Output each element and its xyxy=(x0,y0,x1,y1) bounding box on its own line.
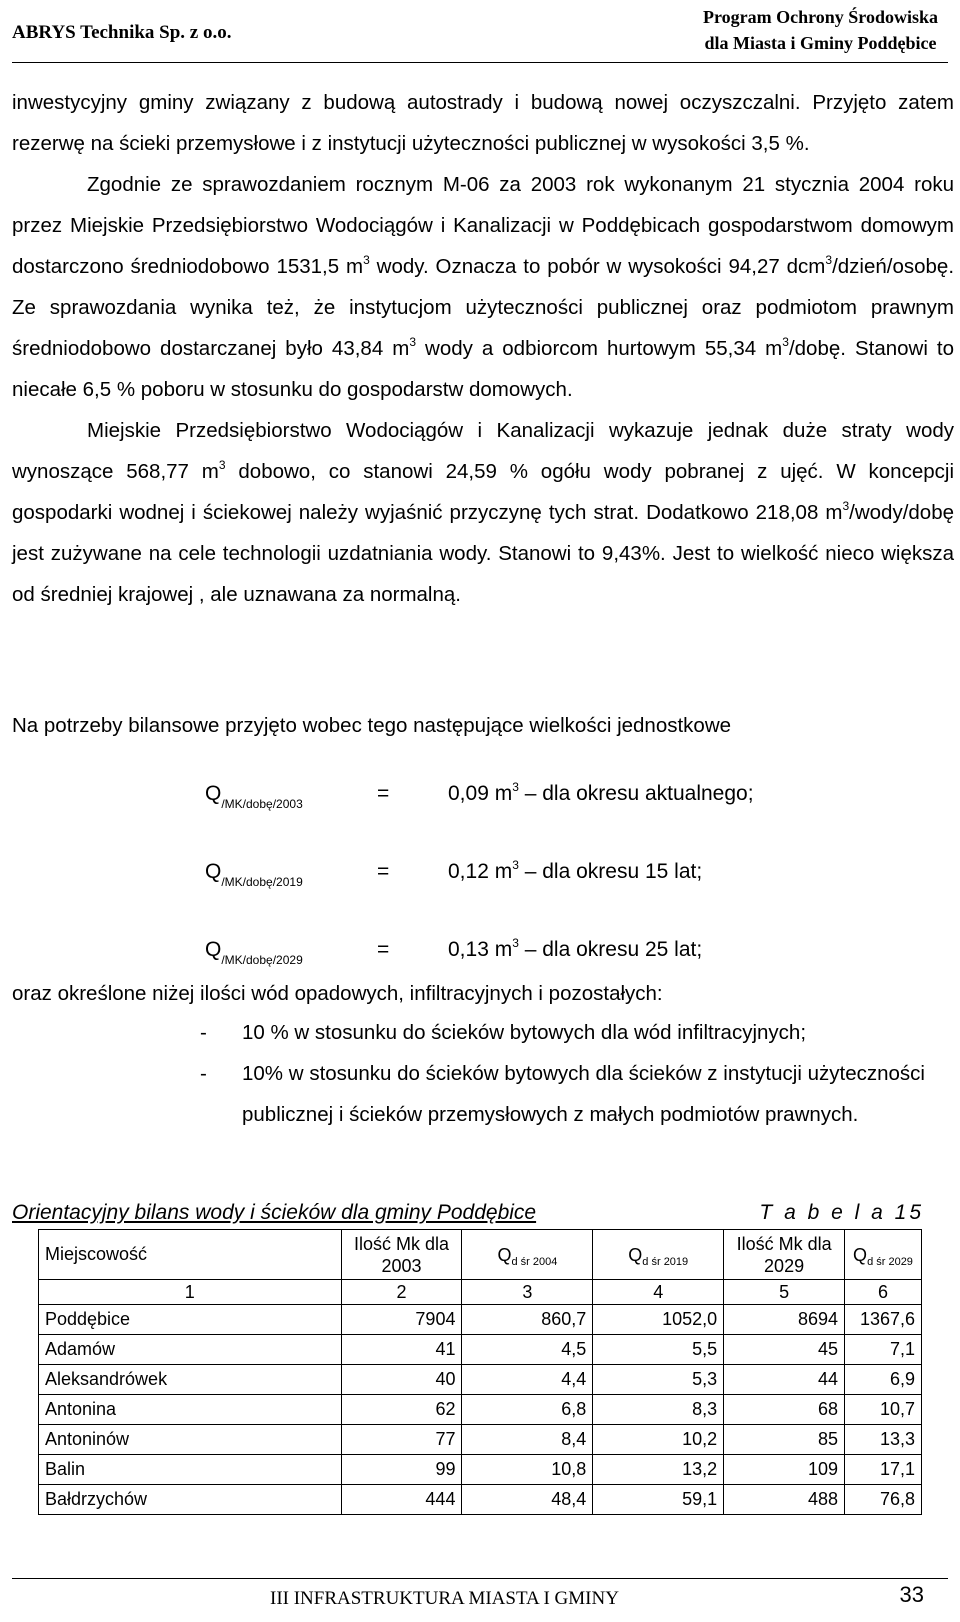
list-item: - 10 % w stosunku do ścieków bytowych dla wód infiltracyjnych; xyxy=(200,1021,807,1044)
column-header-q-2004: $Q_{d śr 2004}$ xyxy=(462,1230,593,1280)
table-title: Orientacyjny bilans wody i ścieków dla gminy Poddębice xyxy=(12,1201,537,1224)
footer-divider xyxy=(12,1578,948,1579)
formula-equals: = xyxy=(377,860,390,883)
table-row: Antonina 62 6,8 8,3 68 10,7 xyxy=(39,1395,922,1425)
formula-value: 0,09 $m^3$ – dla okresu aktualnego; xyxy=(448,780,754,805)
header-divider xyxy=(12,62,948,63)
paragraph-4: Na potrzeby bilansowe przyjęto wobec tego następujące wielkości jednostkowe xyxy=(12,714,732,737)
table-row: Bałdrzychów 444 48,4 59,1 488 76,8 xyxy=(39,1485,922,1515)
main-text xyxy=(12,82,954,615)
program-title xyxy=(703,4,938,56)
formula-symbol: $Q_{/MK/dobę/2019}$ xyxy=(205,860,303,889)
paragraph-3: Miejskie Przedsiębiorstwo Wodociągów i Kanalizacji wykazuje jednak duże straty wody wynoszące 568,77 $m^3$ dobowo, co stanowi 24,59 % ogółu wody pobranej z ujęć. W koncepcji gospodarki wodnej i ściekowej należy wyjaśnić przyczynę tych strat. Dodatkowo 218,08 $m^3/wody$/dobę jest zużywane na cele technologii uzdatniania wody. Stanowi to 9,43%. Jest to wielkość nieco większa od średniej krajowej , ale uznawana za normalną. xyxy=(12,419,954,606)
formula-equals: = xyxy=(377,938,390,961)
table-row: Aleksandrówek 40 4,4 5,3 44 6,9 xyxy=(39,1365,922,1395)
table-row: Balin 99 10,8 13,2 109 17,1 xyxy=(39,1455,922,1485)
table-caption xyxy=(12,1201,924,1225)
additional-quantities-intro: oraz określone niżej ilości wód opadowych, infiltracyjnych i pozostałych: xyxy=(12,982,663,1005)
column-header-q-2019: $Q_{d śr 2019}$ xyxy=(593,1230,724,1280)
page-footer xyxy=(0,1582,960,1616)
table-label: T a b e l a 15 xyxy=(759,1201,924,1224)
column-header-mk-2029: Ilość Mk dla 2029 xyxy=(724,1230,845,1280)
paragraph-2: Zgodnie ze sprawozdaniem rocznym M-06 za 2003 rok wykonanym 21 stycznia 2004 roku przez Miejskie Przedsiębiorstwo Wodociągów i Kanalizacji w Poddębicach gospodarstwom domowym dostarczono średniodobowo 1531,5 $m^3$ wody. Oznacza to pobór w wysokości 94,27 dcm$^3$/dzień/osobę. Ze sprawozdania wynika też, że instytucjom użyteczności publicznej oraz podmiotom prawnym średniodobowo dostarczanej było 43,84 $m^3$ wody a odbiorcom hurtowym 55,34 $m^3$/dobę. Stanowi to niecałe 6,5 % poboru w stosunku do gospodarstw domowych. xyxy=(12,173,955,401)
water-balance-table xyxy=(38,1229,922,1515)
formula-symbol: $Q_{/MK/dobę/2029}$ xyxy=(205,938,303,967)
column-header-q-2029: $Q_{d śr 2029}$ xyxy=(845,1230,922,1280)
column-index-row: 1 2 3 4 5 6 xyxy=(39,1280,922,1305)
formula-symbol: $Q_{/MK/dobę/2003}$ xyxy=(205,782,303,811)
list-item: - 10% w stosunku do ścieków bytowych dla ścieków z instytucji użyteczności publicznej i ścieków przemysłowych z małych podmiotów prawnych. xyxy=(200,1062,925,1126)
column-header-locality: Miejscowość xyxy=(39,1230,342,1280)
table-row: Poddębice 7904 860,7 1052,0 8694 1367,6 xyxy=(39,1305,922,1335)
chapter-title: III INFRASTRUKTURA MIASTA I GMINY xyxy=(270,1588,619,1609)
formula-value: 0,12 $m^3$ – dla okresu 15 lat; xyxy=(448,858,703,883)
formula-value: 0,13 $m^3$ – dla okresu 25 lat; xyxy=(448,936,703,961)
table-row: Adamów 41 4,5 5,5 45 7,1 xyxy=(39,1335,922,1365)
company-name: ABRYS Technika Sp. z o.o. xyxy=(12,22,232,43)
program-title-line-2: dla Miasta i Gminy Poddębice xyxy=(704,33,937,53)
program-title-line-1: Program Ochrony Środowiska xyxy=(702,7,938,27)
formula-equals: = xyxy=(377,782,390,805)
paragraph-1: inwestycyjny gminy związany z budową autostrady i budową nowej oczyszczalni. Przyjęto zatem rezerwę na ścieki przemysłowe i z instytucji użyteczności publicznej w wysokości 3,5 %. xyxy=(12,91,954,155)
table-header-row xyxy=(39,1230,922,1280)
page-header xyxy=(12,0,948,60)
column-header-mk-2003: Ilość Mk dla 2003 xyxy=(341,1230,462,1280)
table-row: Antoninów 77 8,4 10,2 85 13,3 xyxy=(39,1425,922,1455)
page-number: 33 xyxy=(899,1582,924,1607)
